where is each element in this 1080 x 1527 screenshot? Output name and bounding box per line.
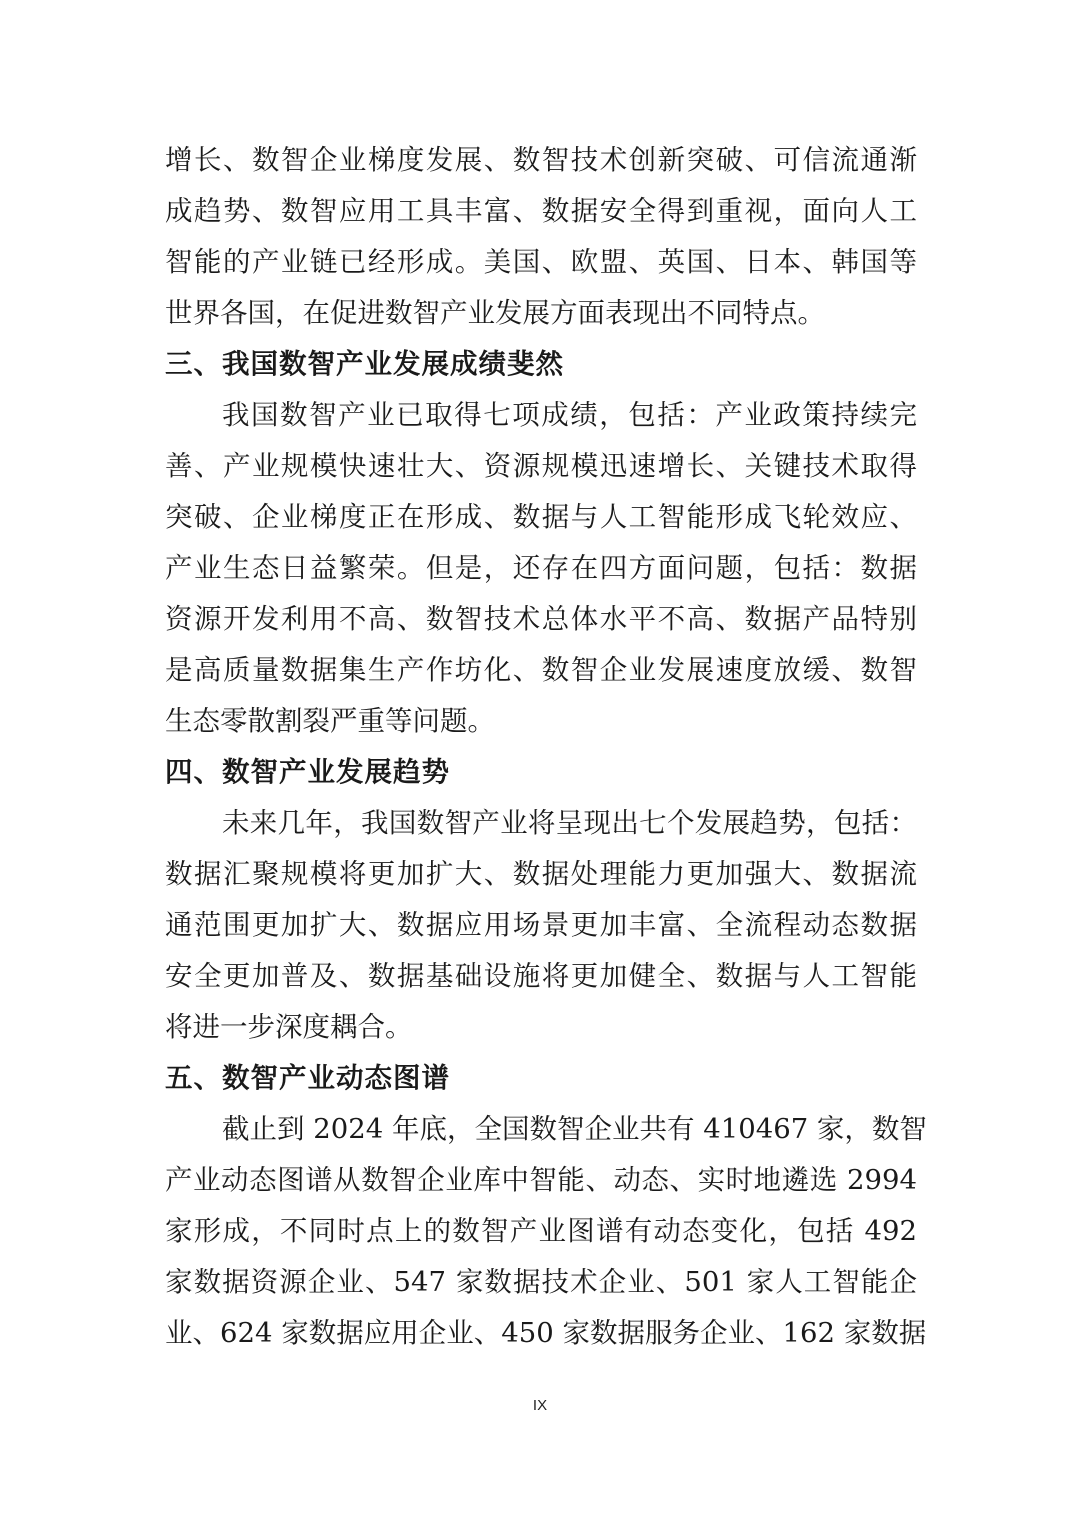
document-body (165, 135, 927, 1359)
text-line: 数据汇聚规模将更加扩大、数据处理能力更加强大、数据流 (165, 858, 917, 890)
section-heading: 三、我国数智产业发展成绩斐然 (165, 348, 564, 380)
page-number: IX (532, 1397, 548, 1414)
text-line: 突破、企业梯度正在形成、数据与人工智能形成飞轮效应、 (165, 501, 917, 533)
text-line: 成趋势、数智应用工具丰富、数据安全得到重视，面向人工 (165, 195, 917, 227)
text-line: 家形成，不同时点上的数智产业图谱有动态变化，包括 492 (165, 1215, 917, 1247)
section-heading: 五、数智产业动态图谱 (165, 1062, 450, 1094)
text-line: 未来几年，我国数智产业将呈现出七个发展趋势，包括： (222, 807, 917, 839)
text-line: 善、产业规模快速壮大、资源规模迅速增长、关键技术取得 (165, 450, 917, 482)
text-line: 截止到 2024 年底，全国数智企业共有 410467 家，数智 (222, 1113, 927, 1145)
section-4 (165, 747, 917, 1053)
section-5 (165, 1053, 927, 1359)
text-line: 产业生态日益繁荣。但是，还存在四方面问题，包括：数据 (165, 552, 917, 584)
text-line: 产业动态图谱从数智企业库中智能、动态、实时地遴选 2994 (165, 1164, 917, 1196)
text-line: 生态零散割裂严重等问题。 (165, 705, 495, 737)
section-3 (165, 339, 917, 747)
text-line: 智能的产业链已经形成。美国、欧盟、英国、日本、韩国等 (165, 246, 917, 278)
text-line: 通范围更加扩大、数据应用场景更加丰富、全流程动态数据 (165, 909, 917, 941)
text-line: 将进一步深度耦合。 (165, 1011, 413, 1043)
paragraph-continued (165, 135, 917, 339)
text-line: 增长、数智企业梯度发展、数智技术创新突破、可信流通渐 (165, 144, 917, 176)
text-line: 安全更加普及、数据基础设施将更加健全、数据与人工智能 (165, 960, 917, 992)
text-line: 业、624 家数据应用企业、450 家数据服务企业、162 家数据 (165, 1317, 927, 1349)
text-line: 我国数智产业已取得七项成绩，包括：产业政策持续完 (222, 399, 917, 431)
section-heading: 四、数智产业发展趋势 (165, 756, 450, 788)
text-line: 家数据资源企业、547 家数据技术企业、501 家人工智能企 (165, 1266, 917, 1298)
text-line: 世界各国，在促进数智产业发展方面表现出不同特点。 (165, 297, 825, 329)
text-line: 是高质量数据集生产作坊化、数智企业发展速度放缓、数智 (165, 654, 917, 686)
text-line: 资源开发利用不高、数智技术总体水平不高、数据产品特别 (165, 603, 917, 635)
